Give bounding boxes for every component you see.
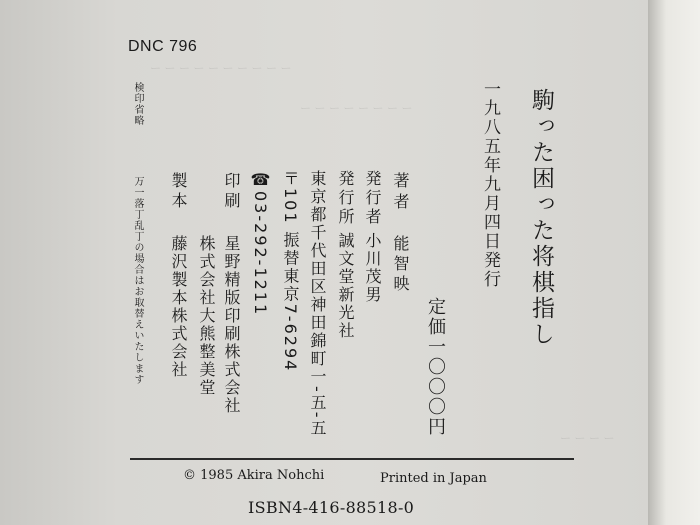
publisher-name: 誠文堂新光社 (336, 232, 355, 340)
divider-rule (130, 458, 574, 460)
dnc-code: DNC 796 (128, 38, 198, 55)
printer-name-2: 株式会社大熊整美堂 (197, 235, 216, 397)
postal-and-transfer: 〒101 振替東京7-6294 (281, 170, 300, 373)
author-name: 能智映 (391, 235, 410, 295)
publisher-person-label: 発行者 (363, 170, 382, 227)
seal-omitted-note: 検印省略 (132, 82, 143, 126)
printer-label: 印刷 (222, 172, 241, 212)
publisher-person-name: 小川茂男 (363, 232, 382, 304)
bleed-through-text: ー ー ー ー ー ー ー ー (300, 102, 413, 115)
printed-in-line: Printed in Japan (380, 471, 487, 486)
defect-replacement-notice: 万一落丁乱丁の場合はお取替えいたします (132, 176, 143, 385)
copyright-line: © 1985 Akira Nohchi (183, 468, 325, 483)
price: 定価一〇〇〇円 (425, 297, 446, 437)
phone-number: ☎03-292-1211 (251, 170, 270, 317)
isbn: ISBN4-416-88518-0 (248, 498, 415, 517)
bleed-through-text: ー ー ー ー (560, 432, 615, 445)
publisher-address: 東京都千代田区神田錦町一-五-五 (308, 170, 327, 438)
binder-name: 藤沢製本株式会社 (169, 235, 188, 379)
printer-name-1: 星野精版印刷株式会社 (222, 235, 241, 415)
bleed-through-text: ー ー ー ー ー ー ー ー ー ー (150, 62, 292, 75)
publish-date: 一九八五年九月四日発行 (480, 80, 500, 289)
publisher-label: 発行所 (336, 170, 355, 227)
book-title: 駒った困った将棋指し (528, 88, 554, 348)
binding-label: 製本 (169, 172, 188, 212)
author-label: 著者 (391, 172, 410, 214)
next-page-edge (648, 0, 700, 525)
